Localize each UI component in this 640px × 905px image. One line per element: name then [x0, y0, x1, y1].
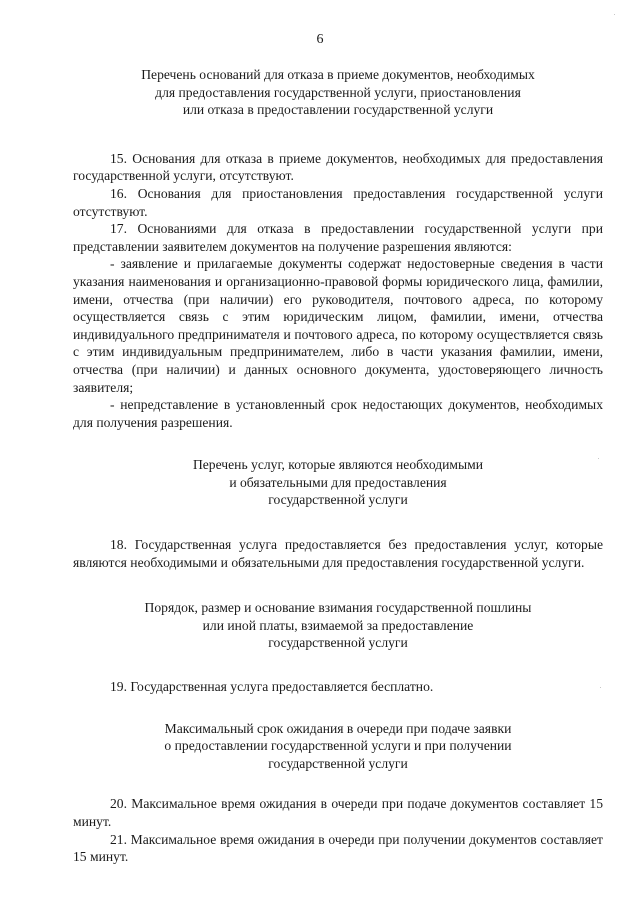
scan-speck	[614, 14, 615, 15]
heading-line: Перечень услуг, которые являются необходимыми	[192, 457, 484, 473]
heading-line: государственной услуги	[268, 635, 408, 651]
heading-line: или иной платы, взимаемой за предоставление	[202, 617, 474, 633]
paragraph-20: 20. Максимальное время ожидания в очереди при подаче документов составляет 15 минут.	[73, 796, 603, 829]
paragraph-16: 16. Основания для приостановления предоставления государственной услуги отсутствуют.	[73, 185, 603, 219]
heading-line: Порядок, размер и основание взимания государственной пошлины	[144, 600, 532, 616]
paragraph-17: 17. Основаниями для отказа в предоставлении государственной услуги при представлении заявителем документов на получение разрешения являются:	[73, 221, 603, 254]
paragraph-19: 19. Государственная услуга предоставляется бесплатно.	[110, 679, 434, 695]
page-number: 6	[316, 32, 324, 47]
heading-line: для предоставления государственной услуги, приостановления	[155, 84, 521, 100]
section-heading-refusal-grounds	[73, 66, 603, 119]
heading-line: или отказа в предоставлении государственной услуги	[182, 102, 494, 118]
document-body	[73, 66, 603, 866]
heading-line: государственной услуги	[268, 755, 408, 771]
section-heading-required-services	[73, 456, 603, 509]
section-heading-state-fee	[73, 599, 603, 652]
list-item-missing-documents: - непредставление в установленный срок недостающих документов, необходимых для получения разрешения.	[73, 397, 603, 430]
list-item-false-information: - заявление и прилагаемые документы содержат недостоверные сведения в части указания наименования и организационно-правовой формы юридического лица, фамилии, имени, отчества (при наличии) его руководителя, почтового адреса, по которому осуществляется связь с этим юридическим лицом, фамилии, имени, отчества индивидуального предпринимателя и почтового адреса, по которому осуществляется связь с этим индивидуальным предпринимателем, либо в части указания фамилии, имени, отчества (при наличии) и данных основного документа, удостоверяющего личность заявителя;	[73, 256, 603, 395]
scan-speck	[600, 687, 601, 688]
heading-line: Перечень оснований для отказа в приеме документов, необходимых	[141, 67, 535, 82]
paragraph-21: 21. Максимальное время ожидания в очереди при получении документов составляет 15 минут.	[73, 831, 603, 865]
heading-line: о предоставлении государственной услуги и при получении	[164, 738, 512, 754]
heading-line: Максимальный срок ожидания в очереди при подаче заявки	[164, 720, 512, 736]
paragraph-15: 15. Основания для отказа в приеме документов, необходимых для предоставления государственной услуги, отсутствуют.	[73, 150, 603, 184]
paragraph-18: 18. Государственная услуга предоставляется без предоставления услуг, которые являются необходимыми и обязательными для предоставления государственной услуги.	[73, 537, 603, 570]
scan-speck	[598, 458, 599, 459]
heading-line: и обязательными для предоставления	[229, 474, 447, 490]
heading-line: государственной услуги	[268, 492, 408, 508]
section-heading-queue-time	[73, 720, 603, 773]
